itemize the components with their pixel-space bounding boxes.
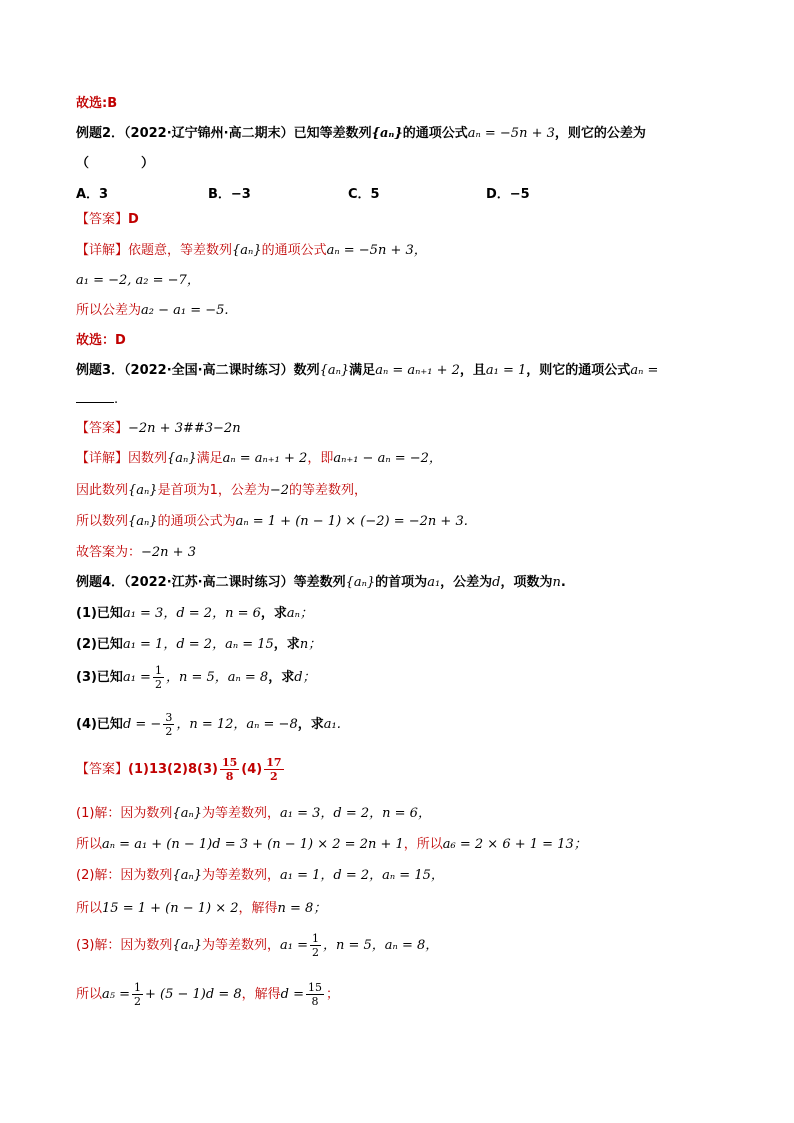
example-3-blank: . bbox=[76, 390, 118, 409]
fraction: $\frac{3}{2}$ bbox=[165, 711, 173, 738]
example-2-paren: （ ） bbox=[76, 156, 155, 171]
fraction: $\frac{15}{8}$ bbox=[308, 981, 323, 1008]
question-2: (2)已知a₁ = 1，d = 2，aₙ = 15，求n； bbox=[76, 637, 322, 652]
fraction: $\frac{15}{8}$ bbox=[221, 756, 238, 783]
example-2-choose: 故选：D bbox=[76, 333, 126, 348]
solution-2: (2)解：因为数列{aₙ}为等差数列，a₁ = 1，d = 2，aₙ = 15， bbox=[76, 868, 444, 883]
example-3-detail-4: 故答案为：−2n + 3 bbox=[76, 545, 196, 560]
option-d: D．−5 bbox=[486, 187, 530, 202]
question-1: (1)已知a₁ = 3，d = 2，n = 6，求aₙ； bbox=[76, 606, 313, 621]
option-c: C．5 bbox=[348, 187, 380, 202]
option-a: A．3 bbox=[76, 187, 109, 202]
conclusion-b: 故选:B bbox=[76, 96, 118, 111]
example-2-values: a₁ = −2, a₂ = −7， bbox=[76, 273, 200, 288]
example-3-detail-3: 所以数列{aₙ}的通项公式为aₙ = 1 + (n − 1) × (−2) = −2n + 3. bbox=[76, 514, 468, 529]
solution-2-b: 所以15 = 1 + (n − 1) × 2，解得n = 8； bbox=[76, 901, 327, 916]
solution-3-b: 所以a₅ = $\frac{1}{2}$ + (5 − 1)d = 8，解得d = $\frac{15}{8}$ ； bbox=[76, 981, 340, 1008]
fraction: $\frac{1}{2}$ bbox=[134, 981, 142, 1008]
fraction: $\frac{17}{2}$ bbox=[266, 756, 282, 783]
example-3-detail-1: 【详解】因数列{aₙ}满足aₙ = aₙ₊₁ + 2，即aₙ₊₁ − aₙ = −2， bbox=[76, 451, 442, 466]
example-2-title: 例题2．（2022·辽宁锦州·高二期末）已知等差数列{aₙ}的通项公式aₙ = −5n + 3，则它的公差为 bbox=[76, 126, 646, 141]
solution-3: (3)解：因为数列{aₙ}为等差数列，a₁ = $\frac{1}{2}$ ，n = 5，aₙ = 8， bbox=[76, 932, 439, 959]
example-3-answer: 【答案】−2n + 3##3−2n bbox=[76, 421, 241, 436]
solution-1: (1)解：因为数列{aₙ}为等差数列，a₁ = 3，d = 2，n = 6， bbox=[76, 806, 431, 821]
example-3-detail-2: 因此数列{aₙ}是首项为1，公差为−2的等差数列， bbox=[76, 483, 368, 498]
fraction: $\frac{1}{2}$ bbox=[312, 932, 319, 959]
example-2-diff: 所以公差为a₂ − a₁ = −5. bbox=[76, 303, 229, 318]
question-4: (4)已知d = − $\frac{3}{2}$ ，n = 12，aₙ = −8，求a₁. bbox=[76, 711, 341, 738]
example-3-title: 例题3．（2022·全国·高二课时练习）数列{aₙ}满足aₙ = aₙ₊₁ + 2，且a₁ = 1，则它的通项公式aₙ = bbox=[76, 363, 659, 378]
solution-1-b: 所以aₙ = a₁ + (n − 1)d = 3 + (n − 1) × 2 = 2n + 1，所以a₆ = 2 × 6 + 1 = 13； bbox=[76, 837, 587, 852]
example-2-answer: 【答案】D bbox=[76, 212, 139, 227]
example-2-detail: 【详解】依题意，等差数列{aₙ}的通项公式aₙ = −5n + 3， bbox=[76, 243, 427, 258]
example-4-title: 例题4．（2022·江苏·高二课时练习）等差数列{aₙ}的首项为a₁，公差为d，项数为n. bbox=[76, 575, 566, 590]
fraction: $\frac{1}{2}$ bbox=[154, 664, 162, 691]
question-3: (3)已知a₁ = $\frac{1}{2}$ ，n = 5，aₙ = 8，求d； bbox=[76, 664, 316, 691]
option-b: B．−3 bbox=[208, 187, 251, 202]
example-4-answer: 【答案】(1)13(2)8(3) $\frac{15}{8}$ (4) $\frac{17}{2}$ bbox=[76, 756, 282, 783]
